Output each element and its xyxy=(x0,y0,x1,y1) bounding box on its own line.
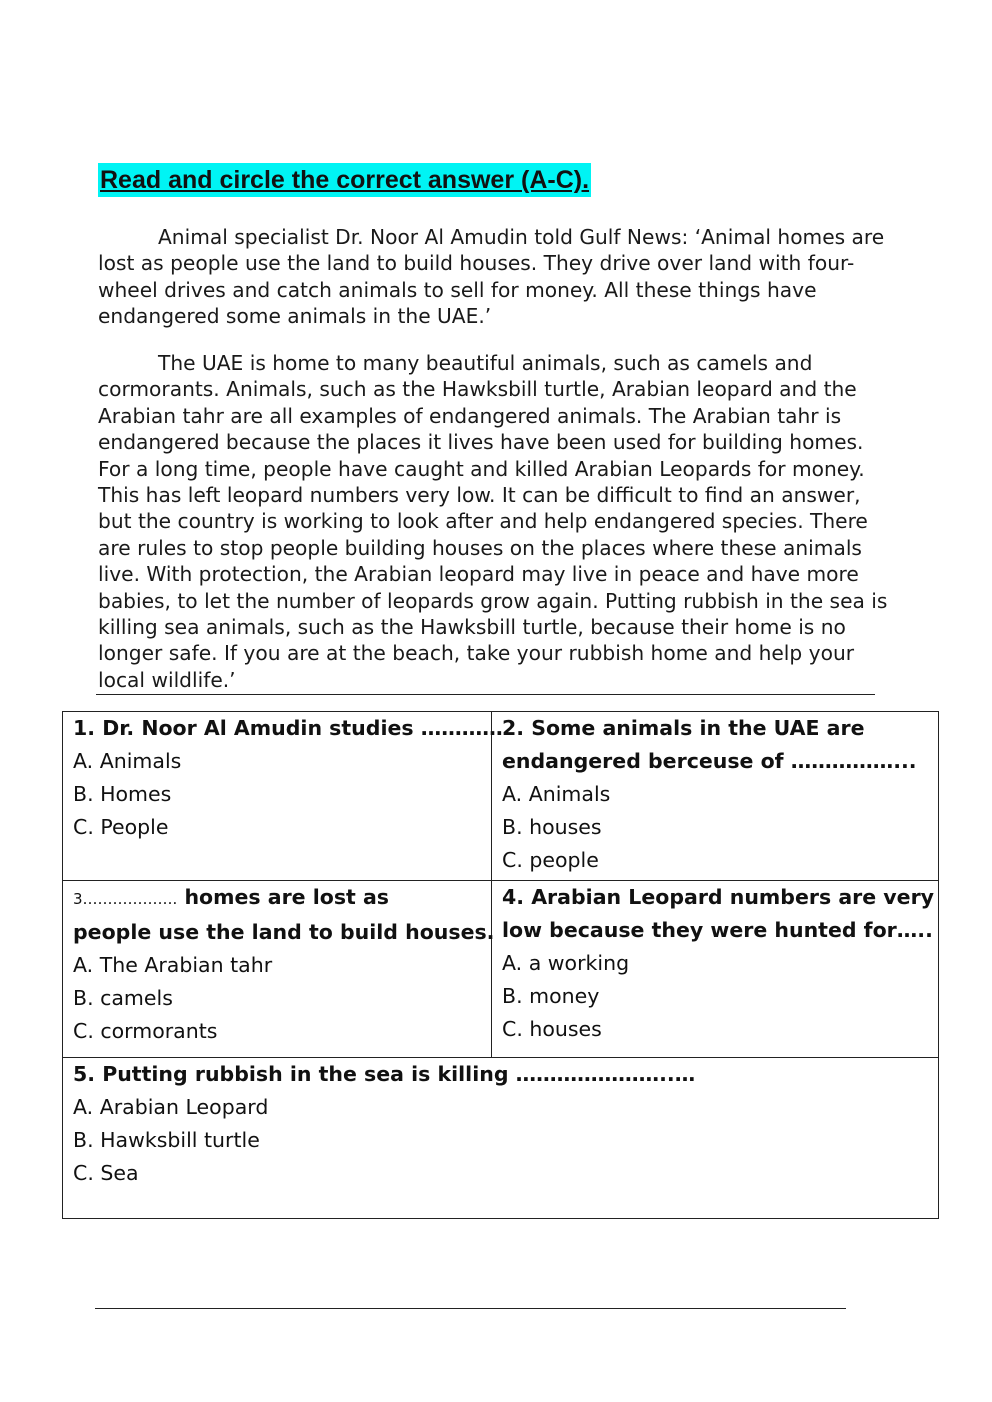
question-2-option-a[interactable]: A. Animals xyxy=(502,782,611,806)
question-5-option-a[interactable]: A. Arabian Leopard xyxy=(73,1095,269,1119)
question-3-text-part: homes are lost as xyxy=(177,885,389,909)
question-3-option-b[interactable]: B. camels xyxy=(73,986,173,1010)
question-2-text-line-2: endangered berceuse of ……………... xyxy=(502,749,917,773)
question-5-option-b[interactable]: B. Hawksbill turtle xyxy=(73,1128,260,1152)
question-2-cell xyxy=(492,712,939,881)
question-1-option-b[interactable]: B. Homes xyxy=(73,782,172,806)
question-1-option-a[interactable]: A. Animals xyxy=(73,749,182,773)
question-4-cell xyxy=(492,881,939,1058)
paragraph-text: Animal specialist Dr. Noor Al Amudin told Gulf News: ‘Animal homes are lost as people use the land to build houses. They drive over land with four-wheel drives and catch animals to sell for money. All these things have endangered some animals in the UAE.’ xyxy=(98,225,885,329)
question-1-option-c[interactable]: C. People xyxy=(73,815,169,839)
question-2-option-c[interactable]: C. people xyxy=(502,848,599,872)
question-3-blank: 3………………. xyxy=(73,890,178,908)
question-3-text-line-2: people use the land to build houses. xyxy=(73,920,495,944)
question-3-text-line-1 xyxy=(73,881,491,916)
question-5-option-c[interactable]: C. Sea xyxy=(73,1161,139,1185)
question-2-text-line-1: 2. Some animals in the UAE are xyxy=(502,716,865,740)
passage-divider xyxy=(96,694,875,695)
question-4-option-a[interactable]: A. a working xyxy=(502,951,630,975)
questions-table xyxy=(62,711,939,1219)
question-3-cell xyxy=(63,881,495,1058)
question-4-text-line-1: 4. Arabian Leopard numbers are very xyxy=(502,885,935,909)
instruction-heading: Read and circle the correct answer (A-C). xyxy=(98,163,591,197)
question-1-cell xyxy=(63,712,503,881)
question-5-cell xyxy=(63,1058,939,1219)
paragraph-text: The UAE is home to many beautiful animals, such as camels and cormorants. Animals, such as the Hawksbill turtle, Arabian leopard and the Arabian tahr are all examples of endangered animals. The Arabian tahr is endangered because the places it lives have been used for building homes. For a long time, people have caught and killed Arabian Leopards for money. This has left leopard numbers very low. It can be difficult to find an answer, but the country is working to look after and help endangered species. There are rules to stop people building houses on the places where these animals live. With protection, the Arabian leopard may live in peace and have more babies, to let the number of leopards grow again. Putting rubbish in the sea is killing sea animals, such as the Hawksbill turtle, because their home is no longer safe. If you are at the beach, take your rubbish home and help your local wildlife.’ xyxy=(98,351,888,692)
passage-paragraph-2 xyxy=(98,350,888,693)
question-3-option-c[interactable]: C. cormorants xyxy=(73,1019,218,1043)
question-4-option-b[interactable]: B. money xyxy=(502,984,600,1008)
question-1-text: 1. Dr. Noor Al Amudin studies ………… xyxy=(73,716,503,740)
question-5-text: 5. Putting rubbish in the sea is killing …………………..… xyxy=(73,1062,696,1086)
passage-paragraph-1 xyxy=(98,224,888,330)
question-3-option-a[interactable]: A. The Arabian tahr xyxy=(73,953,273,977)
question-2-option-b[interactable]: B. houses xyxy=(502,815,602,839)
question-4-option-c[interactable]: C. houses xyxy=(502,1017,602,1041)
footer-divider xyxy=(95,1308,846,1309)
question-4-text-line-2: low because they were hunted for….. xyxy=(502,918,933,942)
